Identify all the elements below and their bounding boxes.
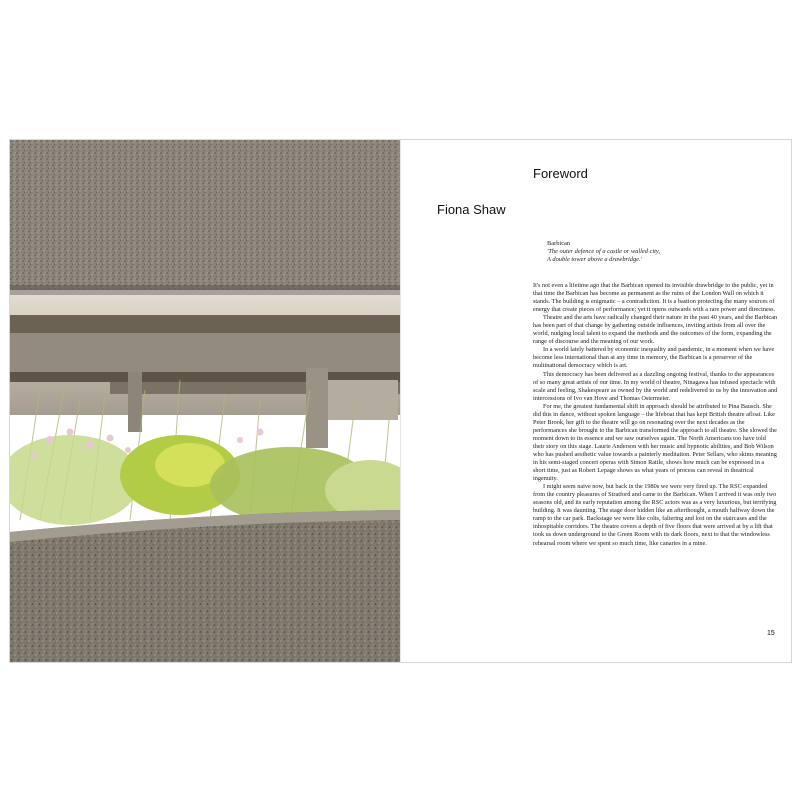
book-spread <box>9 139 792 663</box>
author-name: Fiona Shaw <box>437 202 506 217</box>
epigraph <box>547 240 777 264</box>
gutter-divider <box>400 140 401 662</box>
body-text <box>533 282 778 548</box>
paragraph: It's not even a lifetime ago that the Barbican opened its invisible drawbridge to the public, yet in that time the Barbican has become as permanent as the ruins of the London Wall on which it stands. The building is enigmatic – a contradiction. It is a bastion protecting the many sources of energy that create pieces of performance; yet it opens outwards with a rare power and directness. <box>533 282 776 314</box>
paragraph: I might seem naive now, but back in the 1980s we were very fired up. The RSC expanded from the country pleasures of Stratford and came to the Barbican. When I arrived it was only two seasons old, and its early reputation among the RSC actors was as a very luxurious, but terrifying building. It was daunting. The stage door hidden like an afterthought, a mouth halfway down the ramp to the car park. Backstage we were like colts, faltering and lost on the staircases and the inhospitable corridors. The theatre covers a depth of five floors that were arrived at by a lift that took us down underground to the Green Room with its dark floors, next to that the windowless rehearsal room where we spent so much time, like canaries in a mine. <box>533 483 777 547</box>
page-number: 15 <box>767 630 775 637</box>
paragraph: In a world lately battered by economic inequality and pandemic, in a moment when we have become less international than at any time in memory, the Barbican is a preserver of the multinational democracy which is art. <box>533 346 775 370</box>
page-title: Foreword <box>533 166 588 181</box>
epigraph-line: A double tower above a drawbridge.' <box>547 256 642 263</box>
epigraph-line: 'The outer defence of a castle or walled city, <box>547 248 660 255</box>
photo-illustration <box>10 140 400 662</box>
paragraph: This democracy has been delivered as a dazzling ongoing festival, thanks to the appearances of so many great artists of our time. In my world of theatre, Ninagawa has infused spectacle with scale and feeling, Shakespeare as owned by the world and redelivered to us by the innovation and intercessions of Ivo van Hove and Thomas Ostermeier. <box>533 370 778 402</box>
paragraph: For me, the greatest fundamental shift in approach should be attributed to Pina Bausch. She did this in dance, without spoken language – the lifeboat that has kept British theatre afloat. Like Peter Brook, her gift to the theatre will go on resonating over the next decades as the performances she brought to the Barbican transformed the approach to all theatre. She slowed the moment down to its essence and we saw ourselves again. The North Americans too have told their story on this stage. Laurie Anderson with her music and hypnotic abilities, and Bob Wilson who has pushed aesthetic value towards a painterly meditation. Peter Sellars, who skims meaning in his semi-staged concert operas with Simon Rattle, shows how much can be expressed in a short time, just as Robert Lepage shows us what years of process can reveal in theatrical ingenuity. <box>533 402 777 483</box>
epigraph-word: Barbican <box>547 240 571 247</box>
paragraph: Theatre and the arts have radically changed their nature in the past 40 years, and the Barbican has been part of that change by gathering outside influences, inviting artists from all over the world, nudging local talent to expand the methods and the outcomes of the form, expanding the range of discourse and the meaning of our work. <box>533 314 778 346</box>
concrete-planter-photo <box>10 140 400 662</box>
